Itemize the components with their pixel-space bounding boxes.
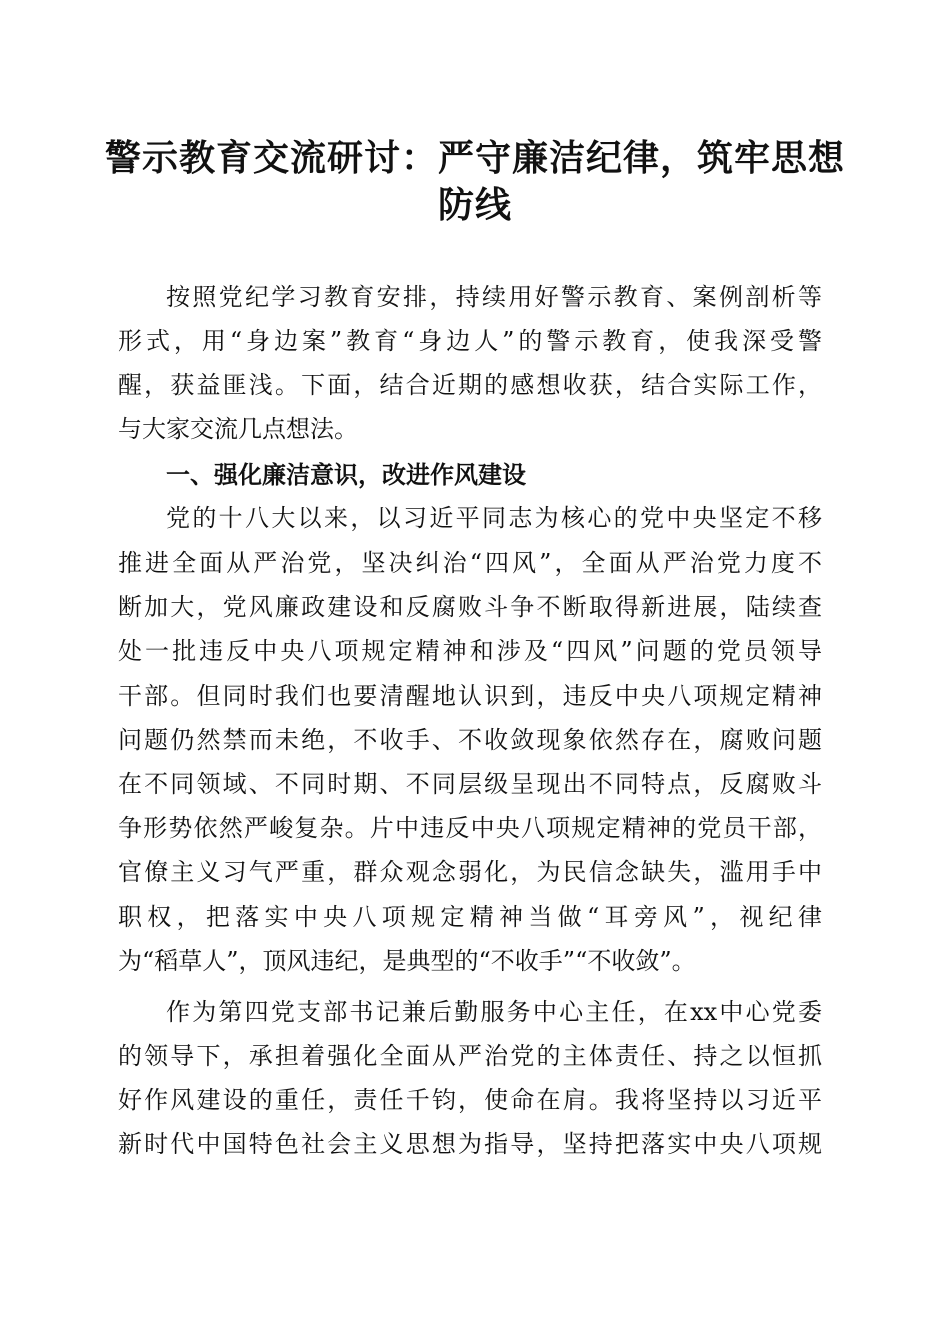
document-title-line-1: 警示教育交流研讨：严守廉洁纪律，筑牢思想 <box>104 137 845 179</box>
document-title-line-2: 防线 <box>437 184 512 226</box>
paragraph-3-line: 作为第四党支部书记兼后勤服务中心主任，在xx中心党委 <box>166 998 822 1026</box>
paragraph-1-line: 与大家交流几点想法。 <box>118 415 358 443</box>
paragraph-1-line: 形式，用“身边案”教育“身边人”的警示教育，使我深受警 <box>118 327 822 355</box>
paragraph-1-line: 醒，获益匪浅。下面，结合近期的感想收获，结合实际工作， <box>118 371 822 399</box>
paragraph-2-line: 推进全面从严治党，坚决纠治“四风”，全面从严治党力度不 <box>118 549 822 577</box>
paragraph-2-line: 问题仍然禁而未绝，不收手、不收敛现象依然存在，腐败问题 <box>118 726 822 754</box>
paragraph-2-line: 官僚主义习气严重，群众观念弱化，为民信念缺失，滥用手中 <box>118 858 822 886</box>
paragraph-1-line: 按照党纪学习教育安排，持续用好警示教育、案例剖析等 <box>166 283 822 311</box>
section-heading: 一、强化廉洁意识，改进作风建设 <box>166 460 526 489</box>
paragraph-3-line: 新时代中国特色社会主义思想为指导，坚持把落实中央八项规 <box>118 1130 822 1158</box>
paragraph-2-line: 党的十八大以来，以习近平同志为核心的党中央坚定不移 <box>166 504 822 532</box>
paragraph-2-line: 为“稻草人”，顶风违纪，是典型的“不收手”“不收敛”。 <box>118 947 696 975</box>
paragraph-2-line: 职权，把落实中央八项规定精神当做“耳旁风”，视纪律 <box>118 903 822 931</box>
paragraph-2-line: 争形势依然严峻复杂。片中违反中央八项规定精神的党员干部， <box>118 814 822 842</box>
paragraph-2-line: 处一批违反中央八项规定精神和涉及“四风”问题的党员领导 <box>118 637 822 665</box>
paragraph-2-line: 在不同领域、不同时期、不同层级呈现出不同特点，反腐败斗 <box>118 770 822 798</box>
paragraph-3-line: 好作风建设的重任，责任千钧，使命在肩。我将坚持以习近平 <box>118 1086 822 1114</box>
paragraph-2-line: 干部。但同时我们也要清醒地认识到，违反中央八项规定精神 <box>118 682 822 710</box>
paragraph-3-line: 的领导下，承担着强化全面从严治党的主体责任、持之以恒抓 <box>118 1042 822 1070</box>
paragraph-2-line: 断加大，党风廉政建设和反腐败斗争不断取得新进展，陆续查 <box>118 593 822 621</box>
